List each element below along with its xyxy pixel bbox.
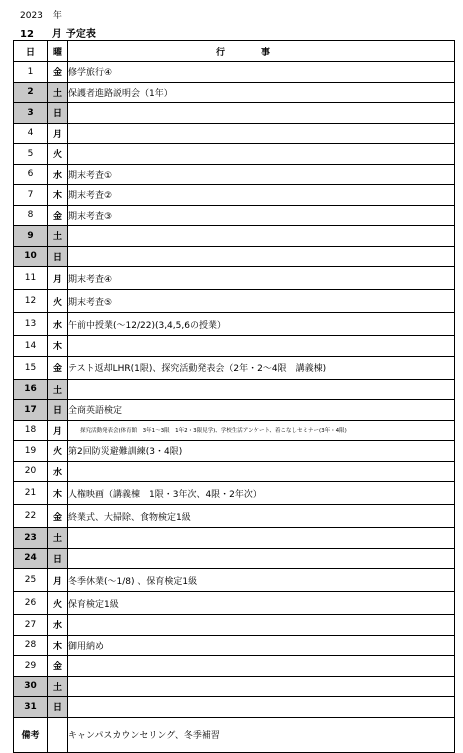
- date-cell: 5: [14, 144, 48, 165]
- table-row: [14, 185, 455, 206]
- table-row: [14, 356, 455, 379]
- table-row: [14, 205, 455, 226]
- date-cell: 31: [14, 697, 48, 718]
- event-cell: 探究活動発表会(体育館 3年1～3限 1年2・3限見学)、学校生活アンケート、着こなしセミナー(3年・4限): [68, 420, 455, 441]
- header-weekday: 曜: [48, 41, 68, 62]
- event-cell: 保護者進路説明会（1年）: [68, 82, 455, 103]
- event-cell: 冬季休業(～1/8) 、保育検定1級: [68, 569, 455, 592]
- date-cell: 17: [14, 400, 48, 421]
- event-cell: 期末考査③: [68, 205, 455, 226]
- weekday-cell: 水: [48, 461, 68, 482]
- table-row: [14, 482, 455, 505]
- date-cell: 6: [14, 164, 48, 185]
- weekday-cell: 水: [48, 164, 68, 185]
- event-cell: テスト返却LHR(1限)、探究活動発表会（2年・2～4限 講義棟): [68, 356, 455, 379]
- month-value: 12: [20, 29, 34, 40]
- weekday-cell: 土: [48, 676, 68, 697]
- date-cell: 10: [14, 246, 48, 267]
- date-cell: 25: [14, 569, 48, 592]
- event-cell: 人権映画（講義棟 1限・3年次、4限・2年次）: [68, 482, 455, 505]
- table-row: [14, 656, 455, 677]
- table-row: [14, 420, 455, 441]
- weekday-cell: 金: [48, 505, 68, 528]
- event-cell: 第2回防災避難訓練(3・4限): [68, 441, 455, 462]
- page-title: 予定表: [65, 29, 96, 40]
- table-row: [14, 82, 455, 103]
- event-cell: 全商英語検定: [68, 400, 455, 421]
- table-row: [14, 123, 455, 144]
- weekday-cell: 金: [48, 356, 68, 379]
- date-cell: 2: [14, 82, 48, 103]
- event-cell: [68, 379, 455, 400]
- date-cell: 15: [14, 356, 48, 379]
- event-cell: [68, 246, 455, 267]
- weekday-cell: 金: [48, 656, 68, 677]
- date-cell: 9: [14, 226, 48, 247]
- weekday-cell: 火: [48, 290, 68, 313]
- date-cell: 23: [14, 528, 48, 549]
- event-cell: [68, 548, 455, 569]
- date-cell: 11: [14, 267, 48, 290]
- weekday-cell: 月: [48, 123, 68, 144]
- weekday-cell: 日: [48, 246, 68, 267]
- event-cell: 午前中授業(～12/22)(3,4,5,6の授業）: [68, 313, 455, 336]
- date-cell: 19: [14, 441, 48, 462]
- table-row: [14, 505, 455, 528]
- table-row: [14, 697, 455, 718]
- weekday-cell: 水: [48, 313, 68, 336]
- weekday-cell: 金: [48, 62, 68, 83]
- header-date: 日: [14, 41, 48, 62]
- date-cell: 1: [14, 62, 48, 83]
- weekday-cell: 木: [48, 482, 68, 505]
- event-cell: [68, 144, 455, 165]
- table-row: [14, 290, 455, 313]
- weekday-cell: 土: [48, 82, 68, 103]
- date-cell: 4: [14, 123, 48, 144]
- weekday-cell: 火: [48, 144, 68, 165]
- table-row: [14, 62, 455, 83]
- date-cell: 8: [14, 205, 48, 226]
- date-cell: 20: [14, 461, 48, 482]
- year-heading: [20, 8, 62, 21]
- weekday-cell: 月: [48, 569, 68, 592]
- event-cell: [68, 226, 455, 247]
- year-unit: 年: [52, 11, 62, 21]
- date-cell: 16: [14, 379, 48, 400]
- table-row: [14, 103, 455, 124]
- event-cell: 期末考査④: [68, 267, 455, 290]
- date-cell: 14: [14, 336, 48, 357]
- event-cell: 御用納め: [68, 635, 455, 656]
- table-row: [14, 267, 455, 290]
- table-row: [14, 592, 455, 615]
- weekday-cell: 日: [48, 548, 68, 569]
- date-cell: 27: [14, 615, 48, 636]
- header-events: 行事: [68, 41, 455, 62]
- event-cell: [68, 528, 455, 549]
- weekday-cell: 日: [48, 400, 68, 421]
- weekday-cell: 土: [48, 528, 68, 549]
- event-cell: 期末考査①: [68, 164, 455, 185]
- date-cell: 7: [14, 185, 48, 206]
- event-cell: [68, 615, 455, 636]
- date-cell: 26: [14, 592, 48, 615]
- weekday-cell: 火: [48, 441, 68, 462]
- weekday-cell: 土: [48, 379, 68, 400]
- month-unit: 月: [51, 29, 62, 40]
- weekday-cell: 木: [48, 635, 68, 656]
- table-header-row: [14, 41, 455, 62]
- weekday-cell: 月: [48, 267, 68, 290]
- remarks-note: キャンパスカウンセリング、冬季補習: [68, 717, 455, 752]
- table-row: [14, 246, 455, 267]
- table-row: [14, 144, 455, 165]
- remarks-spacer: [48, 717, 68, 752]
- event-cell: [68, 103, 455, 124]
- date-cell: 18: [14, 420, 48, 441]
- weekday-cell: 木: [48, 336, 68, 357]
- weekday-cell: 月: [48, 420, 68, 441]
- table-row: [14, 379, 455, 400]
- event-cell: 保育検定1級: [68, 592, 455, 615]
- event-cell: 終業式、大掃除、食物検定1級: [68, 505, 455, 528]
- date-cell: 21: [14, 482, 48, 505]
- table-row: [14, 164, 455, 185]
- event-cell: 期末考査⑤: [68, 290, 455, 313]
- event-cell: [68, 656, 455, 677]
- table-row: [14, 548, 455, 569]
- date-cell: 30: [14, 676, 48, 697]
- table-row: [14, 635, 455, 656]
- date-cell: 3: [14, 103, 48, 124]
- weekday-cell: 火: [48, 592, 68, 615]
- weekday-cell: 土: [48, 226, 68, 247]
- table-row: [14, 676, 455, 697]
- table-row: [14, 569, 455, 592]
- date-cell: 22: [14, 505, 48, 528]
- table-row: [14, 441, 455, 462]
- weekday-cell: 日: [48, 697, 68, 718]
- weekday-cell: 水: [48, 615, 68, 636]
- date-cell: 13: [14, 313, 48, 336]
- event-cell: [68, 676, 455, 697]
- event-cell: [68, 697, 455, 718]
- table-row: [14, 400, 455, 421]
- schedule-table: [13, 40, 455, 753]
- table-row: [14, 615, 455, 636]
- date-cell: 12: [14, 290, 48, 313]
- date-cell: 28: [14, 635, 48, 656]
- event-cell: [68, 336, 455, 357]
- date-cell: 24: [14, 548, 48, 569]
- event-cell: [68, 461, 455, 482]
- table-row: [14, 313, 455, 336]
- table-row: [14, 336, 455, 357]
- event-cell: 修学旅行④: [68, 62, 455, 83]
- table-row: [14, 226, 455, 247]
- table-row: [14, 461, 455, 482]
- date-cell: 29: [14, 656, 48, 677]
- weekday-cell: 金: [48, 205, 68, 226]
- remarks-row: [14, 717, 455, 752]
- weekday-cell: 木: [48, 185, 68, 206]
- year-value: 2023: [20, 11, 43, 21]
- weekday-cell: 日: [48, 103, 68, 124]
- month-heading: [20, 25, 96, 40]
- event-cell: [68, 123, 455, 144]
- remarks-label: 備考: [14, 717, 48, 752]
- event-cell: 期末考査②: [68, 185, 455, 206]
- table-row: [14, 528, 455, 549]
